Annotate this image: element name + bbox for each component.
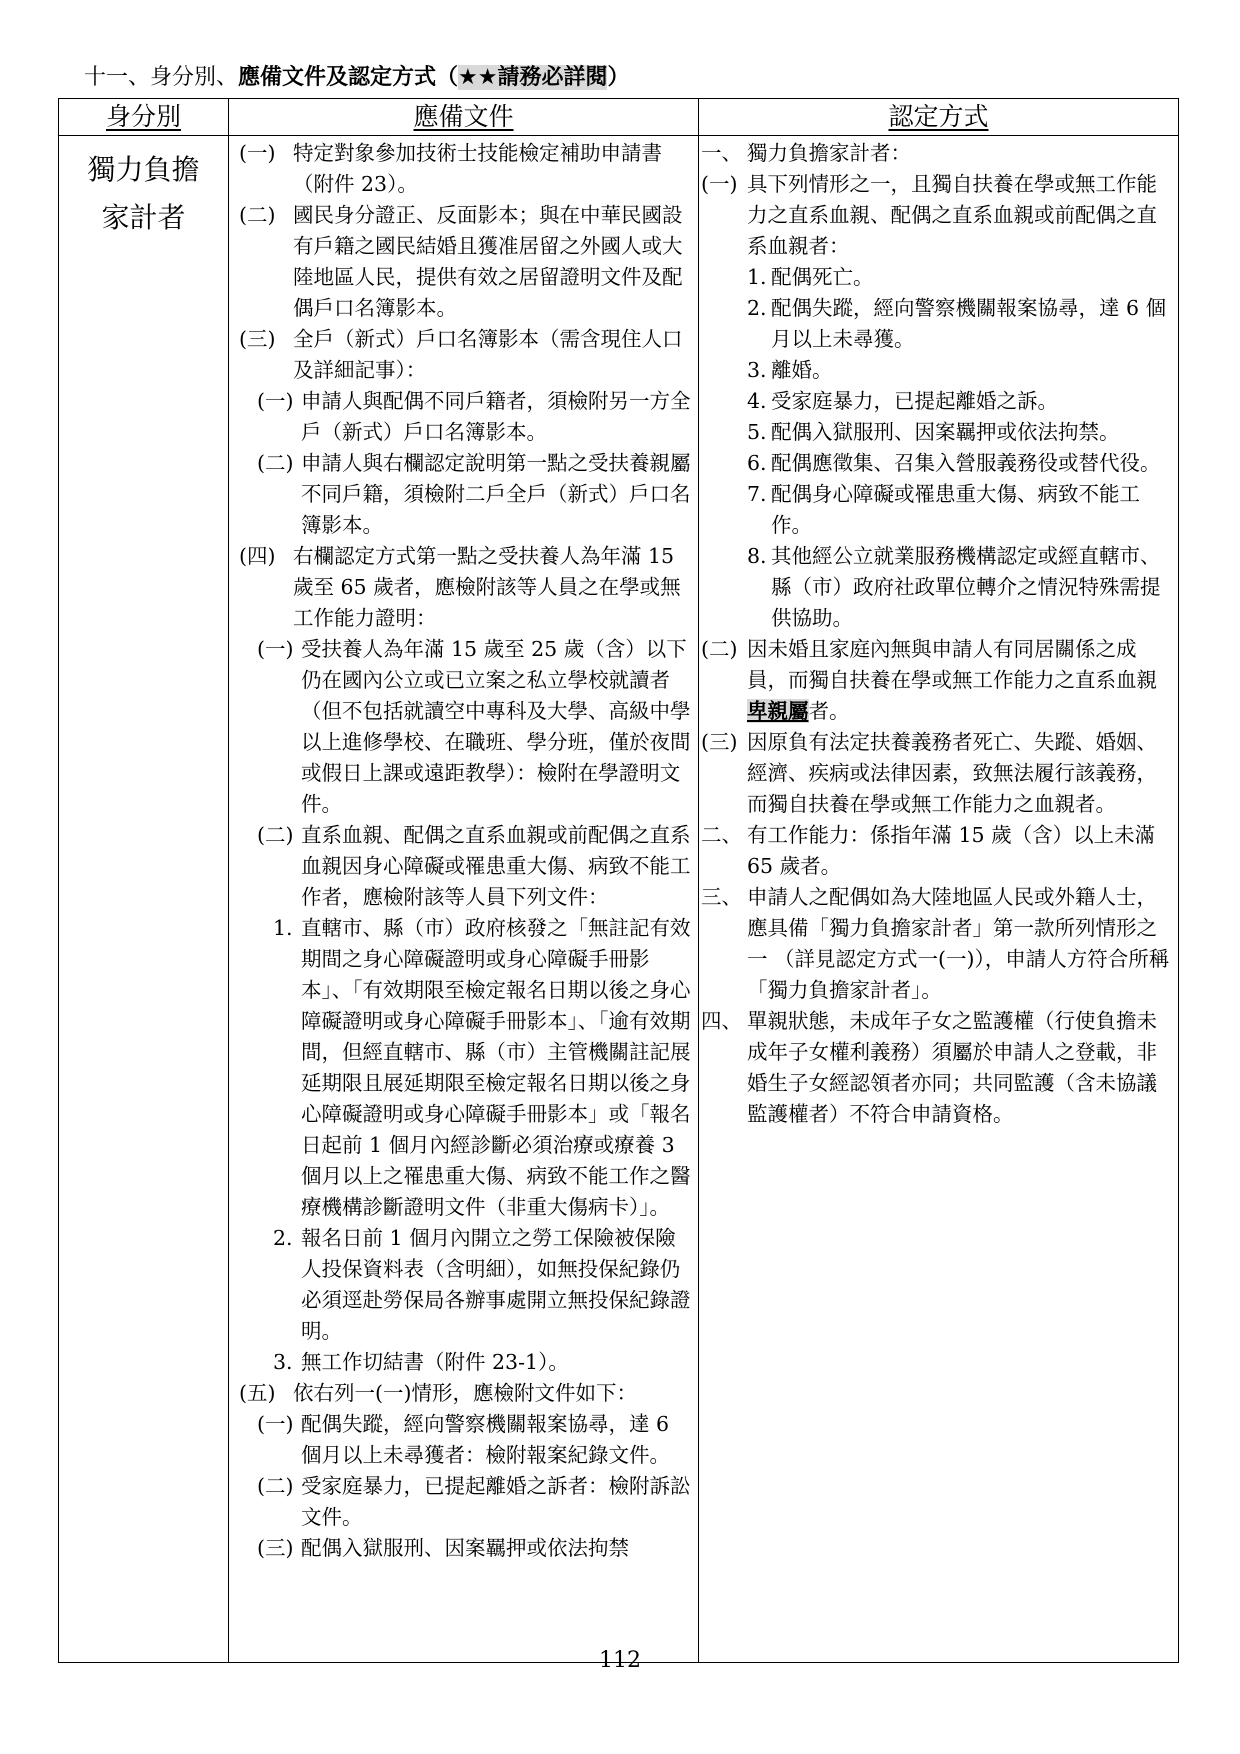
table-header-row <box>59 99 1179 136</box>
documents-item-text: 直系血親、配偶之直系血親或前配偶之直系血親因身心障礙或罹患重大傷、病致不能工作者，應檢附該等人員下列文件： <box>301 823 691 909</box>
methods-item <box>699 386 1178 417</box>
documents-item-label: 3. <box>273 1350 293 1374</box>
methods-item-text: 因未婚且家庭內無與申請人有同居關係之成員，而獨自扶養在學或無工作能力之直系血親 <box>747 637 1157 692</box>
methods-item <box>699 417 1178 448</box>
heading-highlight: ★★請務必詳閱 <box>458 65 608 90</box>
page-number: 112 <box>599 1648 641 1673</box>
methods-item-text: 單親狀態，未成年子女之監護權（行使負擔未成年子女權利義務）須屬於申請人之登載，非婚生子女經認領者亦同；共同監護（含未協議監護權者）不符合申請資格。 <box>747 1009 1157 1126</box>
methods-item-label: 一、 <box>701 141 742 165</box>
heading-suffix: ） <box>607 65 630 90</box>
documents-item-label: (一) <box>257 389 294 413</box>
identity-line: 家計者 <box>101 201 186 234</box>
methods-item-label: 5. <box>747 420 767 444</box>
heading-prefix: 十一、身分別、 <box>84 65 239 90</box>
methods-item <box>699 169 1178 262</box>
methods-item-text: 者。 <box>808 699 850 723</box>
documents-item-label: (三) <box>239 327 276 351</box>
documents-item <box>229 138 698 200</box>
identity-line: 獨力負擔 <box>87 153 200 186</box>
documents-item-text: 申請人與右欄認定說明第一點之受扶養親屬不同戶籍，須檢附二戶全戶（新式）戶口名簿影本。 <box>301 451 691 537</box>
methods-item-label: (二) <box>701 637 738 661</box>
identity-cell <box>59 136 229 1663</box>
methods-item-text: 具下列情形之一，且獨自扶養在學或無工作能力之直系血親、配偶之直系血親或前配偶之直系血親者： <box>747 172 1157 258</box>
methods-item <box>699 479 1178 541</box>
documents-item <box>229 448 698 541</box>
documents-item-text: 配偶入獄服刑、因案羈押或依法拘禁 <box>301 1536 629 1560</box>
methods-item-label: 1. <box>747 265 767 289</box>
documents-item <box>229 1347 698 1378</box>
documents-item-label: 1. <box>273 916 293 940</box>
documents-item <box>229 200 698 324</box>
documents-item <box>229 913 698 1223</box>
methods-item-label: 8. <box>747 544 767 568</box>
documents-item-text: 受家庭暴力，已提起離婚之訴者：檢附訴訟文件。 <box>301 1474 691 1529</box>
documents-item <box>229 324 698 386</box>
methods-item <box>699 293 1178 355</box>
documents-item-text: 右欄認定方式第一點之受扶養人為年滿 15 歲至 65 歲者，應檢附該等人員之在學或無工作能力證明： <box>293 544 681 630</box>
methods-item-highlight: 卑親屬 <box>747 699 809 723</box>
documents-item-text: 全戶（新式）戶口名簿影本（需含現住人口及詳細記事）： <box>293 327 683 382</box>
documents-item-label: (四) <box>239 544 276 568</box>
header-documents: 應備文件 <box>229 99 699 136</box>
documents-item-label: (三) <box>257 1536 294 1560</box>
documents-item-label: (一) <box>257 1412 294 1436</box>
methods-item <box>699 1006 1178 1130</box>
documents-item-text: 直轄市、縣（市）政府核發之「無註記有效期間之身心障礙證明或身心障礙手冊影本」、「有效期限至檢定報名日期以後之身心障礙證明或身心障礙手冊影本」、「逾有效期間，但經直轄市、縣（市）主管機關註記展延期限且展延期限至檢定報名日期以後之身心障礙證明或身心障礙手冊影本」或「報名日起前 1 個月內經診斷必須治療或療養 3 個月以上之罹患重大傷、病致不能工作之醫療機構診斷證明文件（非重大傷病卡）」。 <box>301 916 691 1219</box>
methods-item-text: 配偶失蹤，經向警察機關報案協尋，達 6 個月以上未尋獲。 <box>771 296 1167 351</box>
documents-item-text: 受扶養人為年滿 15 歲至 25 歲（含）以下仍在國內公立或已立案之私立學校就讀者（但不包括就讀空中專科及大學、高級中學以上進修學校、在職班、學分班，僅於夜間或假日上課或遠距教學）：檢附在學證明文件。 <box>301 637 691 816</box>
documents-item-text: 依右列一(一)情形，應檢附文件如下： <box>293 1381 637 1405</box>
documents-item <box>229 1533 698 1564</box>
methods-item-text: 受家庭暴力，已提起離婚之訴。 <box>771 389 1058 413</box>
documents-item-label: (二) <box>257 451 294 475</box>
documents-item <box>229 541 698 634</box>
documents-item <box>229 1378 698 1409</box>
documents-item-text: 特定對象參加技術士技能檢定補助申請書（附件 23）。 <box>293 141 662 196</box>
methods-item <box>699 820 1178 882</box>
header-identity: 身分別 <box>59 99 229 136</box>
methods-item <box>699 727 1178 820</box>
methods-list <box>699 136 1178 1130</box>
documents-cell <box>229 136 699 1663</box>
methods-item-text: 配偶身心障礙或罹患重大傷、病致不能工作。 <box>771 482 1140 537</box>
methods-item-label: 3. <box>747 358 767 382</box>
methods-item-label: 2. <box>747 296 767 320</box>
methods-item-label: 4. <box>747 389 767 413</box>
methods-item-text: 配偶入獄服刑、因案羈押或依法拘禁。 <box>771 420 1120 444</box>
heading-bold: 應備文件及認定方式（ <box>238 65 459 90</box>
methods-item-text: 配偶應徵集、召集入營服義務役或替代役。 <box>771 451 1161 475</box>
documents-item <box>229 1471 698 1533</box>
documents-item-label: (一) <box>257 637 294 661</box>
methods-item-text: 申請人之配偶如為大陸地區人民或外籍人士，應具備「獨力負擔家計者」第一款所列情形之一 （詳見認定方式一(一)），申請人方符合所稱「獨力負擔家計者」。 <box>747 885 1170 1002</box>
documents-item-text: 申請人與配偶不同戶籍者，須檢附另一方全戶（新式）戶口名簿影本。 <box>301 389 691 444</box>
methods-item-text: 離婚。 <box>771 358 833 382</box>
methods-item-text: 有工作能力：係指年滿 15 歲（含）以上未滿 65 歲者。 <box>747 823 1156 878</box>
documents-item-text: 報名日前 1 個月內開立之勞工保險被保險人投保資料表（含明細），如無投保紀錄仍必須逕赴勞保局各辦事處開立無投保紀錄證明。 <box>301 1226 691 1343</box>
methods-item-label: 三、 <box>701 885 742 909</box>
documents-item <box>229 634 698 820</box>
documents-item <box>229 1409 698 1471</box>
section-heading <box>84 60 630 96</box>
methods-item-text: 其他經公立就業服務機構認定或經直轄市、縣（市）政府社政單位轉介之情況特殊需提供協助。 <box>771 544 1161 630</box>
methods-item <box>699 262 1178 293</box>
documents-item <box>229 386 698 448</box>
methods-item-label: 二、 <box>701 823 742 847</box>
methods-item-label: (一) <box>701 172 738 196</box>
documents-item <box>229 1223 698 1347</box>
documents-item-label: (一) <box>239 141 276 165</box>
methods-item-text: 獨力負擔家計者： <box>747 141 911 165</box>
documents-item-text: 配偶失蹤，經向警察機關報案協尋，達 6 個月以上未尋獲者：檢附報案紀錄文件。 <box>301 1412 670 1467</box>
table-row <box>59 136 1179 1663</box>
header-method: 認定方式 <box>699 99 1179 136</box>
methods-item-text: 因原負有法定扶養義務者死亡、失蹤、婚姻、經濟、疾病或法律因素，致無法履行該義務，而獨自扶養在學或無工作能力之血親者。 <box>747 730 1157 816</box>
methods-item <box>699 448 1178 479</box>
method-cell <box>699 136 1179 1663</box>
documents-list <box>229 136 698 1564</box>
methods-item <box>699 355 1178 386</box>
methods-item-label: (三) <box>701 730 738 754</box>
documents-item-label: (二) <box>257 823 294 847</box>
methods-item <box>699 882 1178 1006</box>
methods-item-text: 配偶死亡。 <box>771 265 874 289</box>
methods-item-label: 四、 <box>701 1009 742 1033</box>
methods-item <box>699 138 1178 169</box>
methods-item-label: 7. <box>747 482 767 506</box>
documents-item-label: (二) <box>239 203 276 227</box>
documents-item-text: 國民身分證正、反面影本；與在中華民國設有戶籍之國民結婚且獲准居留之外國人或大陸地區人民，提供有效之居留證明文件及配偶戶口名簿影本。 <box>293 203 683 320</box>
methods-item <box>699 634 1178 727</box>
documents-item-label: (二) <box>257 1474 294 1498</box>
methods-item <box>699 541 1178 634</box>
documents-item-label: (五) <box>239 1381 276 1405</box>
requirements-table <box>58 98 1179 1663</box>
methods-item-label: 6. <box>747 451 767 475</box>
documents-item-text: 無工作切結書（附件 23-1）。 <box>301 1350 569 1374</box>
documents-item <box>229 820 698 913</box>
documents-item-label: 2. <box>273 1226 293 1250</box>
